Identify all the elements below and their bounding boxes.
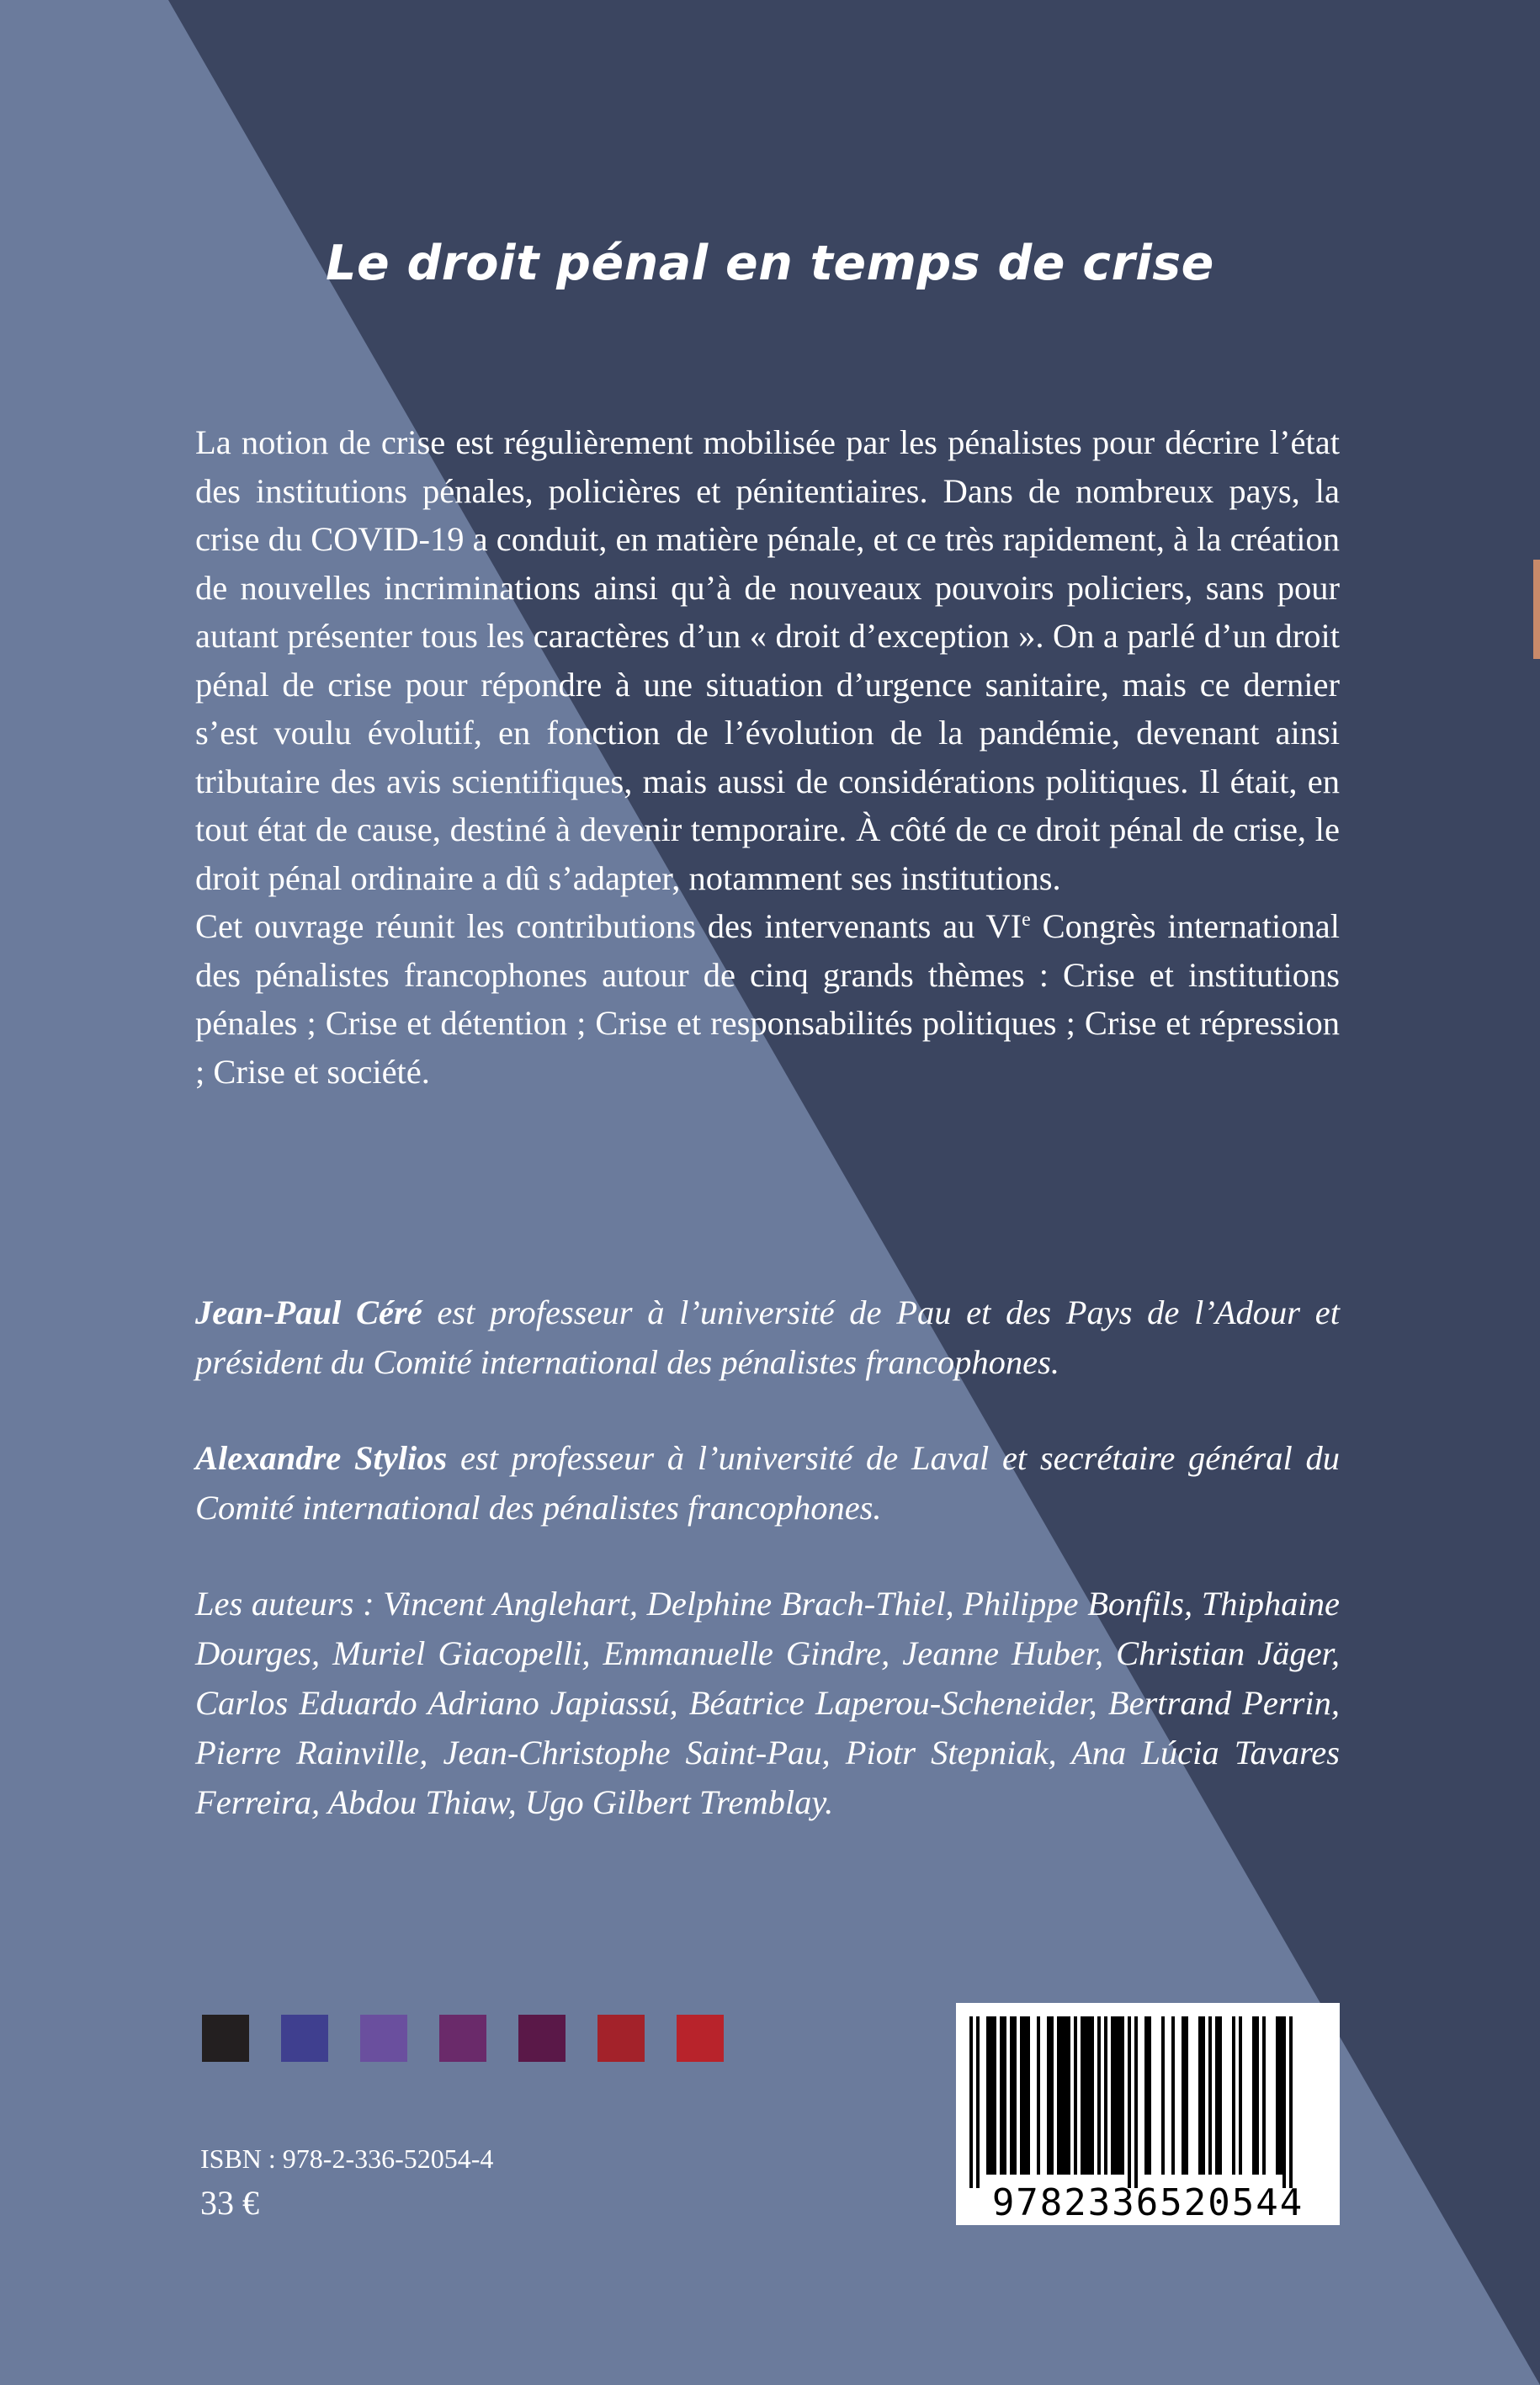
- barcode-bar: [976, 2016, 980, 2188]
- contributors-list: Les auteurs : Vincent Anglehart, Delphine Brach-Thiel, Philippe Bonfils, Thiphaine Dourges, Muriel Giacopelli, Emmanuelle Gindre, Jeanne Huber, Christian Jäger, Carlos Eduardo Adriano Japiassú, Béatrice Laperou-Scheneider, Bertrand Perrin, Pierre Rainville, Jean-Christophe Saint-Pau, Piotr Stepniak, Ana Lúcia Tavares Ferreira, Abdou Thiaw, Ugo Gilbert Tremblay.: [195, 1585, 1340, 1821]
- author-bio-text: est professeur à l’université de Laval et secrétaire général du Comité international des pénalistes francophones.: [195, 1439, 1340, 1527]
- book-title: Le droit pénal en temps de crise: [326, 236, 1214, 291]
- barcode-bar: [1037, 2016, 1040, 2175]
- barcode-digits: 9782336520544: [991, 2181, 1304, 2224]
- barcode-bar: [1020, 2016, 1030, 2175]
- summary-paragraph-2-end: Congrès international des pénalistes francophones autour de cinq grands thèmes : Crise et institutions pénales ; Crise et détention ; Crise et responsabilités politiques ; Crise et répression ; Crise et société.: [195, 907, 1340, 1091]
- barcode-bar: [1252, 2016, 1259, 2175]
- barcode-bar: [1057, 2016, 1070, 2175]
- barcode-bar: [1215, 2016, 1222, 2175]
- barcode-bar: [1097, 2016, 1101, 2175]
- barcode-bar: [1104, 2016, 1107, 2175]
- author-name: Alexandre Stylios: [195, 1439, 448, 1477]
- barcode-bar: [1134, 2016, 1138, 2188]
- barcode-bar: [1276, 2016, 1282, 2175]
- color-swatch: [360, 2015, 407, 2062]
- barcode-graphic: [956, 2003, 1340, 2225]
- barcode-bar: [1111, 2016, 1124, 2175]
- color-swatch: [439, 2015, 486, 2062]
- barcode-bar: [1208, 2016, 1212, 2175]
- color-swatch: [597, 2015, 645, 2062]
- barcode-bar: [1010, 2016, 1017, 2175]
- barcode-bars: [969, 2016, 1293, 2188]
- barcode-bar: [1239, 2016, 1242, 2175]
- book-summary: [195, 418, 1340, 1096]
- color-swatch: [677, 2015, 724, 2062]
- barcode-bar: [1198, 2016, 1205, 2175]
- color-swatch: [202, 2015, 249, 2062]
- author-bio-stylios: [195, 1433, 1340, 1532]
- barcode-bar: [1000, 2016, 1006, 2175]
- barcode-bar: [1182, 2016, 1188, 2175]
- summary-paragraph-1: La notion de crise est régulièrement mobilisée par les pénalistes pour décrire l’état des institutions pénales, policières et pénitentiaires. Dans de nombreux pays, la crise du COVID-19 a conduit, en matière pénale, et ce très rapidement, à la création de nouvelles incriminations ainsi qu’à de nouveaux pouvoirs policiers, sans pour autant présenter tous les caractères d’un « droit d’exception ». On a parlé d’un droit pénal de crise pour répondre à une situation d’urgence sanitaire, mais ce dernier s’est voulu évolutif, en fonction de l’évolution de la pandémie, devenant ainsi tributaire des avis scientifiques, mais aussi de considérations politiques. Il était, en tout état de cause, destiné à devenir temporaire. À côté de ce droit pénal de crise, le droit pénal ordinaire a dû s’adapter, notamment ses institutions.: [195, 423, 1340, 897]
- color-swatch: [281, 2015, 328, 2062]
- barcode-bar: [1047, 2016, 1054, 2175]
- barcode-bar: [969, 2016, 973, 2188]
- summary-paragraph-2-start: Cet ouvrage réunit les contributions des intervenants au VI: [195, 907, 1022, 945]
- author-bio-text: est professeur à l’université de Pau et des Pays de l’Adour et président du Comité international des pénalistes francophones.: [195, 1293, 1340, 1381]
- isbn: ISBN : 978-2-336-52054-4: [200, 2143, 494, 2174]
- barcode-bar: [1171, 2016, 1175, 2175]
- barcode-bar: [1128, 2016, 1131, 2188]
- ordinal-superscript: e: [1022, 909, 1031, 931]
- price: 33 €: [200, 2184, 259, 2222]
- barcode-bar: [1289, 2016, 1293, 2188]
- color-swatch: [518, 2015, 566, 2062]
- barcode-bar: [1262, 2016, 1266, 2175]
- barcode-bar: [1282, 2016, 1286, 2188]
- barcode-bar: [1144, 2016, 1151, 2175]
- edge-color-mark: [1533, 560, 1540, 659]
- barcode-bar: [986, 2016, 996, 2175]
- barcode-bar: [1074, 2016, 1077, 2175]
- barcode-bar: [1081, 2016, 1094, 2175]
- barcode-bar: [1161, 2016, 1165, 2175]
- barcode: [956, 2003, 1340, 2225]
- author-name: Jean-Paul Céré: [195, 1293, 422, 1331]
- summary-paragraph-2: [195, 902, 1340, 1096]
- author-bio-cere: [195, 1288, 1340, 1387]
- barcode-bar: [1232, 2016, 1235, 2175]
